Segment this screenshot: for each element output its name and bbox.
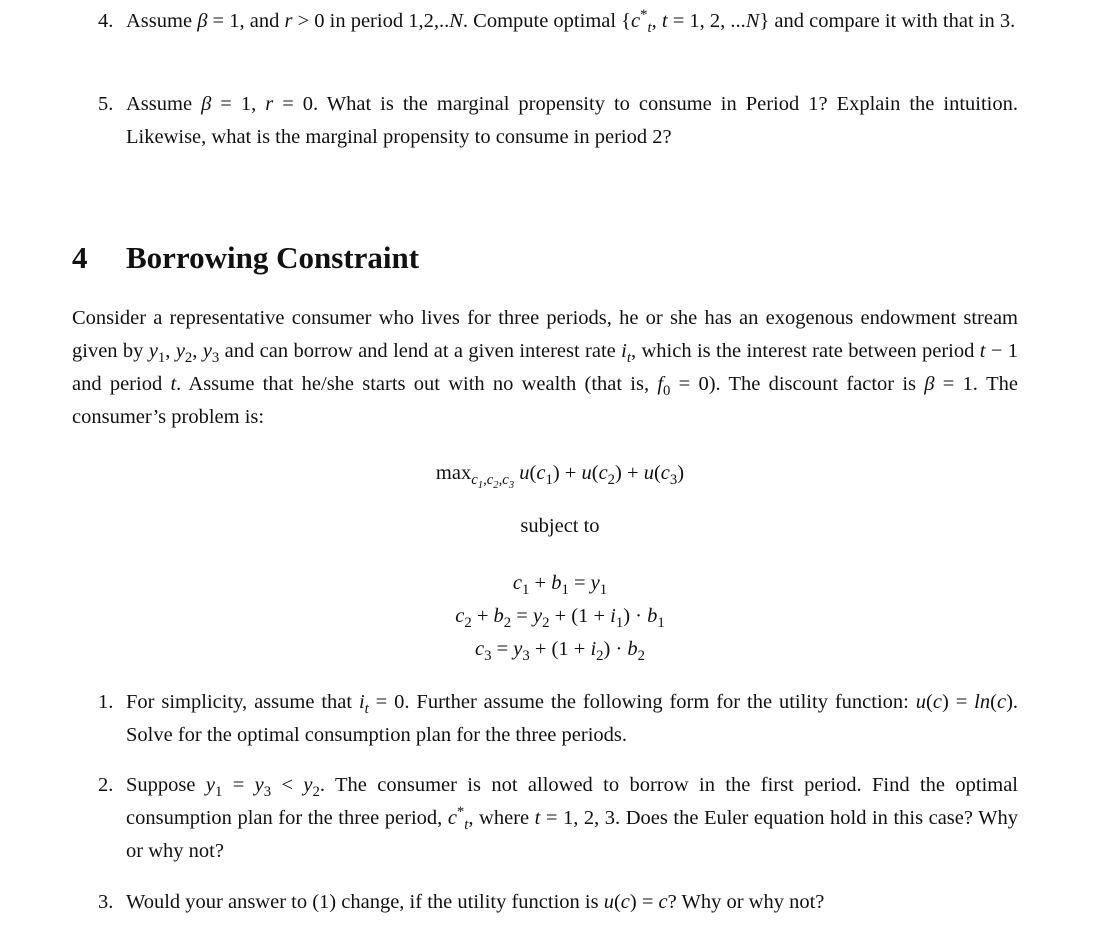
intro-paragraph: Consider a representative consumer who lives for three periods, he or she has an exogenous endowment stream given by $y_1$, $y_2$, $y_3$ and can borrow and lend at a given interest rate $i_t$, which is the interest rate between period t − 1 and period t. Assume that he/she starts out with no wealth (that is, $f_0 = 0$). The discount factor is β = 1. The consumer’s problem is: (72, 307, 1019, 428)
item-number: 5. (98, 93, 114, 115)
constraint-2: $c_2 + b_2 = y_2 + (1 + i_1) \cdot b_1$ (455, 605, 665, 632)
constraint-3: $c_3 = y_3 + (1 + i_2) \cdot b_2$ (474, 638, 646, 665)
question-2 (98, 769, 1018, 868)
item-text: Assume β = 1, and r > 0 in period 1,2,..N. Compute optimal {$c^*_t$, t = 1, 2, ...N} and compare it with that in 3. (126, 7, 1016, 37)
objective-equation: $\max_{c_1,c_2,c_3} u(c_1) + u(c_2) + u(c_3)$ (435, 462, 685, 492)
subject-to-label: subject to (520, 515, 600, 537)
question-number: 1. (98, 691, 114, 713)
question-number: 2. (98, 774, 114, 796)
section-title: Borrowing Constraint (126, 240, 420, 275)
question-number: 3. (98, 891, 114, 913)
constraint-1: $c_1 + b_1 = y_1$ (512, 572, 608, 599)
item-number: 4. (98, 10, 114, 32)
question-text: For simplicity, assume that $i_t = 0$. Further assume the following form for the utility function: u(c) = ln(c). Solve for the optimal consumption plan for the three periods. (126, 691, 1019, 746)
exercise-item-5 (98, 88, 1018, 154)
question-1 (98, 686, 1018, 752)
exercise-item-4 (98, 5, 1018, 38)
section-heading (72, 240, 419, 276)
section-number: 4 (72, 240, 88, 275)
question-text: Would your answer to (1) change, if the utility function is u(c) = c? Why or why not? (126, 891, 825, 913)
item-text: Assume β = 1, r = 0. What is the marginal propensity to consume in Period 1? Explain the intuition. Likewise, what is the marginal propensity to consume in period 2? (126, 93, 1018, 148)
question-text: Suppose $y_1 = y_3 < y_2$. The consumer is not allowed to borrow in the first period. Find the optimal consumption plan for the three period, $c^*_t$, where t = 1, 2, 3. Does the Euler equation hold in this case? Why or why not? (126, 774, 1018, 862)
question-3 (98, 886, 1018, 919)
